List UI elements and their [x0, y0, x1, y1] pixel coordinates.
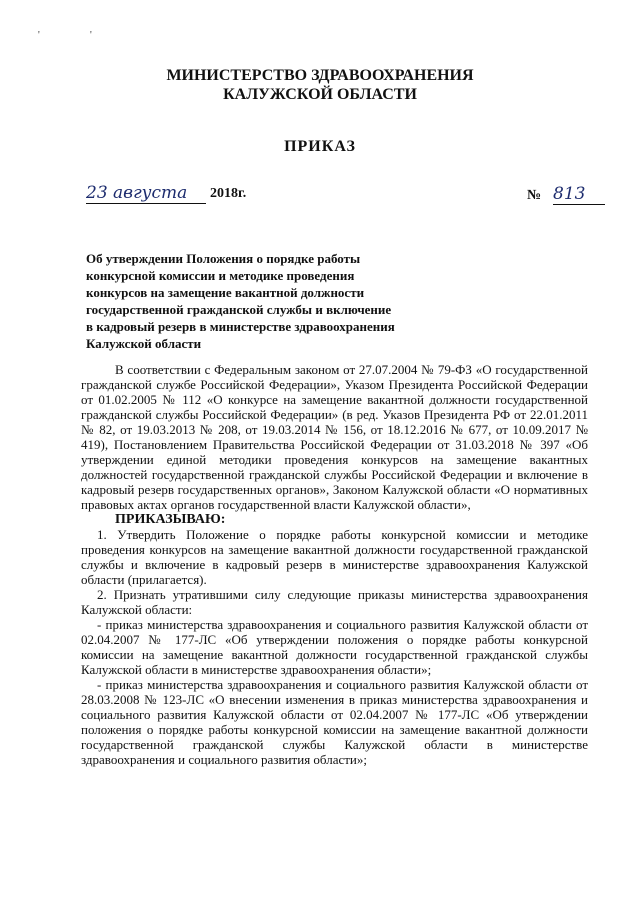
ministry-line-1: МИНИСТЕРСТВО ЗДРАВООХРАНЕНИЯ — [166, 67, 474, 84]
order-date — [86, 183, 256, 213]
order-body — [81, 362, 588, 767]
item-1: 1. Утвердить Положение о порядке работы конкурсной комиссии и методике проведения конкурсов на замещение вакантной должности государственной гражданской службы и включение в кадровый резерв в министерстве здравоохранения Калужской области (прилагается). — [81, 527, 588, 587]
order-title: ПРИКАЗ — [284, 138, 356, 155]
scan-dot: ' — [90, 30, 92, 41]
ministry-line-2: КАЛУЖСКОЙ ОБЛАСТИ — [223, 86, 417, 103]
date-year: 2018г. — [210, 186, 247, 201]
date-handwritten: 23 августа — [86, 183, 206, 204]
ministry-header — [0, 66, 640, 104]
scan-dot: ' — [38, 30, 40, 41]
sub-item-2: - приказ министерства здравоохранения и социального развития Калужской области от 28.03.2008 № 123-ЛС «О внесении изменения в приказ министерства здравоохранения и социального развития Калужской области от 02.04.2007 № 177-ЛС «Об утверждении положения о порядке работы конкурсной комиссии на замещение вакантной должности государственной гражданской службы Калужской области в министерстве здравоохранения и социального развития области»; — [81, 677, 588, 767]
number-handwritten: 813 — [553, 184, 605, 205]
order-number — [527, 186, 607, 210]
order-subject: Об утверждении Положения о порядке работы конкурсной комиссии и методике проведения конкурсов на замещение вакантной должности государственной гражданской службы и включение в кадровый резерв в министерстве здравоохранения Калужской области — [86, 251, 395, 351]
number-label: № — [527, 188, 542, 203]
preamble: В соответствии с Федеральным законом от 27.07.2004 № 79-ФЗ «О государственной гражданской службе Российской Федерации», Указом Президента Российской Федерации от 01.02.2005 № 112 «О конкурсе на замещение вакантной должности государственной гражданской службы Российской Федерации» (в ред. Указов Президента РФ от 22.01.2011 № 82, от 19.03.2013 № 208, от 19.03.2014 № 156, от 18.12.2016 № 677, от 10.09.2017 № 419), Постановлением Правительства Российской Федерации от 31.03.2018 № 397 «Об утверждении единой методики проведения конкурсов на замещение вакантных должностей государственной гражданской службы Российской Федерации и включение в кадровый резерв государственных органов», Законом Калужской области «О нормативных правовых актах органов государственной власти Калужской области», — [81, 362, 588, 512]
sub-item-1: - приказ министерства здравоохранения и социального развития Калужской области от 02.04.2007 № 177-ЛС «Об утверждении положения о порядке работы конкурсной комиссии на замещение вакантной должности государственной гражданской службы Калужской области в министерстве здравоохранения области»; — [81, 617, 588, 677]
item-2: 2. Признать утратившими силу следующие приказы министерства здравоохранения Калужской области: — [81, 587, 588, 617]
order-heading: ПРИКАЗЫВАЮ: — [115, 512, 226, 527]
